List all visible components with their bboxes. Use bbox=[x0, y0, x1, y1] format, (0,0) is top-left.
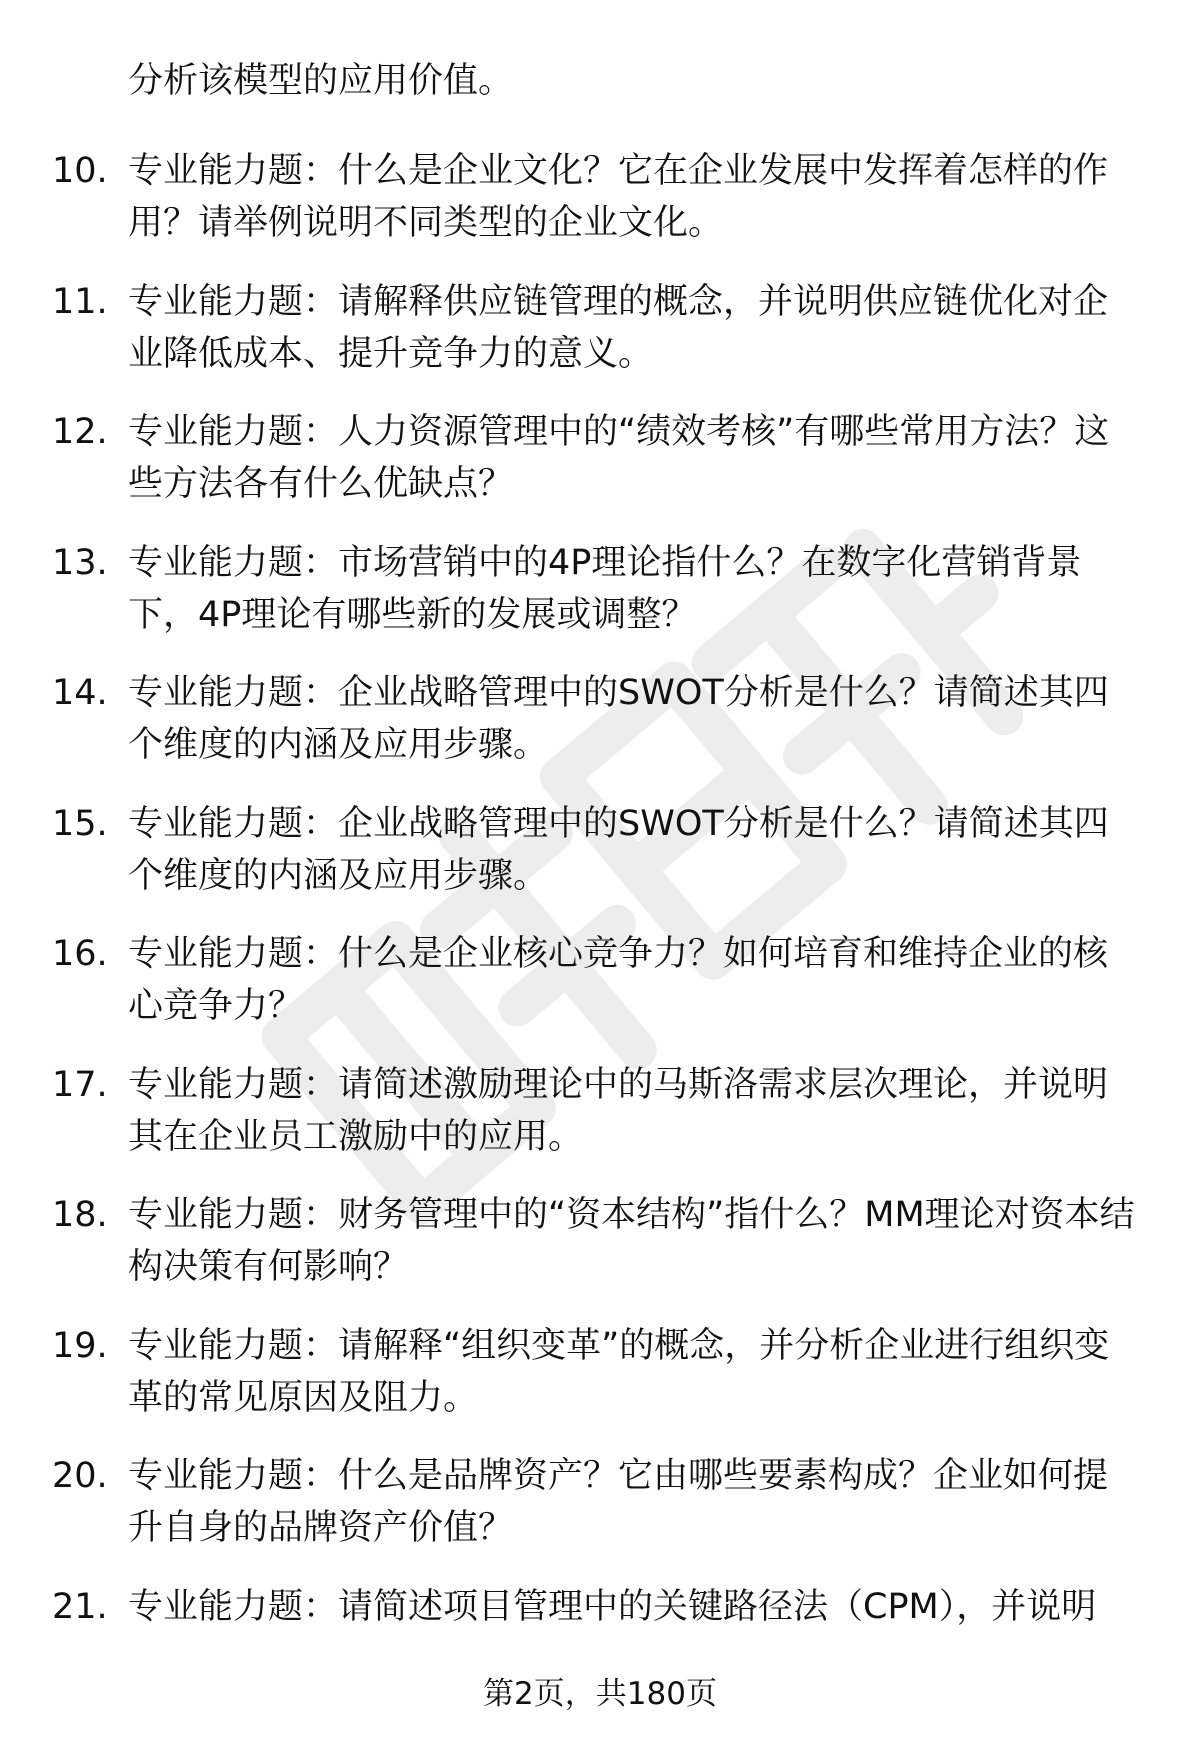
question-number: 20. bbox=[52, 1456, 108, 1496]
question-item bbox=[0, 1320, 1200, 1451]
question-text: 专业能力题：请解释“组织变革”的概念，并分析企业进行组织变革的常见原因及阻力。 bbox=[128, 1325, 1110, 1418]
question-number: 12. bbox=[52, 412, 108, 452]
question-number: 19. bbox=[52, 1325, 108, 1366]
question-text: 专业能力题：请简述激励理论中的马斯洛需求层次理论，并说明其在企业员工激励中的应用。 bbox=[128, 1064, 1109, 1157]
question-item bbox=[0, 1059, 1200, 1190]
question-number: 17. bbox=[52, 1064, 108, 1105]
question-text: 专业能力题：企业战略管理中的SWOT分析是什么？请简述其四个维度的内涵及应用步骤。 bbox=[128, 803, 1109, 896]
question-number: 15. bbox=[52, 803, 108, 844]
question-text: 专业能力题：什么是企业核心竞争力？如何培育和维持企业的核心竞争力？ bbox=[128, 934, 1109, 1026]
question-item bbox=[0, 406, 1200, 537]
question-number: 21. bbox=[52, 1586, 108, 1627]
question-item bbox=[0, 1450, 1200, 1581]
question-item bbox=[0, 1189, 1200, 1320]
question-number: 10. bbox=[52, 151, 108, 191]
question-text: 专业能力题：财务管理中的“资本结构”指什么？MM理论对资本结构决策有何影响？ bbox=[128, 1195, 1135, 1287]
question-text: 专业能力题：什么是企业文化？它在企业发展中发挥着怎样的作用？请举例说明不同类型的企业文化。 bbox=[128, 151, 1109, 243]
question-item bbox=[0, 667, 1200, 798]
question-text: 专业能力题：请简述项目管理中的关键路径法（CPM），并说明 bbox=[128, 1586, 1097, 1627]
question-item bbox=[0, 928, 1200, 1059]
question-number: 16. bbox=[52, 934, 108, 974]
question-item bbox=[0, 798, 1200, 929]
question-number: 14. bbox=[52, 673, 108, 713]
question-text: 专业能力题：人力资源管理中的“绩效考核”有哪些常用方法？这些方法各有什么优缺点？ bbox=[128, 412, 1110, 504]
question-number: 11. bbox=[52, 281, 108, 322]
question-item bbox=[0, 145, 1200, 276]
question-text: 专业能力题：什么是品牌资产？它由哪些要素构成？企业如何提升自身的品牌资产价值？ bbox=[128, 1456, 1109, 1548]
question-item bbox=[0, 537, 1200, 668]
question-text: 专业能力题：市场营销中的4P理论指什么？在数字化营销背景下，4P理论有哪些新的发展或调整？ bbox=[128, 542, 1082, 635]
question-list bbox=[0, 145, 1200, 1711]
continuation-text: 分析该模型的应用价值。 bbox=[128, 61, 514, 101]
question-number: 18. bbox=[52, 1195, 108, 1235]
question-text: 专业能力题：企业战略管理中的SWOT分析是什么？请简述其四个维度的内涵及应用步骤。 bbox=[128, 673, 1109, 765]
question-text: 专业能力题：请解释供应链管理的概念，并说明供应链优化对企业降低成本、提升竞争力的意义。 bbox=[128, 281, 1109, 374]
question-item bbox=[0, 276, 1200, 407]
page-footer: 第2页，共180页 bbox=[483, 1676, 717, 1712]
question-number: 13. bbox=[52, 542, 108, 583]
